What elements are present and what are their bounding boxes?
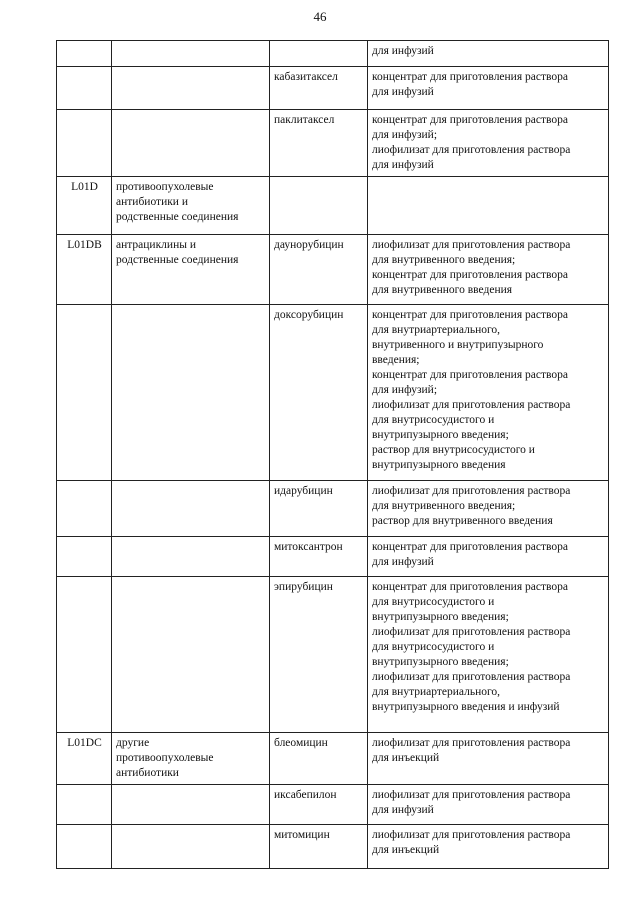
- group-cell: [112, 825, 270, 869]
- drug-name: блеомицин: [274, 737, 328, 749]
- dosage-forms-cell: [368, 481, 609, 537]
- group-text-line: противоопухолевые: [116, 752, 214, 764]
- dosage-forms-cell: [368, 41, 609, 67]
- dosage-form-line: для внутрисосудистого и: [372, 414, 495, 426]
- drug-name-cell: [270, 537, 368, 577]
- drug-name: кабазитаксел: [274, 71, 338, 83]
- dosage-form-line: внутрипузырного введения;: [372, 656, 509, 668]
- dosage-form-line: раствор для внутривенного введения: [372, 515, 553, 527]
- dosage-form-line: для инъекций: [372, 844, 440, 856]
- dosage-form-line: лиофилизат для приготовления раствора: [372, 399, 571, 411]
- drug-name: эпирубицин: [274, 581, 333, 593]
- dosage-form-line: лиофилизат для приготовления раствора: [372, 626, 571, 638]
- atc-code-cell: [57, 577, 112, 733]
- dosage-form-line: концентрат для приготовления раствора: [372, 581, 568, 593]
- table-row: [57, 110, 609, 177]
- dosage-form-line: для инфузий: [372, 86, 434, 98]
- drug-name: доксорубицин: [274, 309, 344, 321]
- group-cell: [112, 305, 270, 481]
- dosage-form-line: концентрат для приготовления раствора: [372, 71, 568, 83]
- dosage-form-line: концентрат для приготовления раствора: [372, 114, 568, 126]
- dosage-form-line: для инфузий: [372, 45, 434, 57]
- dosage-form-line: лиофилизат для приготовления раствора: [372, 144, 571, 156]
- dosage-form-line: внутрипузырного введения;: [372, 429, 509, 441]
- table-row: [57, 577, 609, 733]
- table-row: [57, 537, 609, 577]
- drug-name-cell: [270, 67, 368, 110]
- dosage-forms-cell: [368, 825, 609, 869]
- table-row: [57, 41, 609, 67]
- dosage-form-line: для внутриартериального,: [372, 686, 501, 698]
- group-text-line: родственные соединения: [116, 254, 239, 266]
- table-row: [57, 305, 609, 481]
- dosage-form-line: внутрипузырного введения: [372, 459, 506, 471]
- group-text-line: антрациклины и: [116, 239, 196, 251]
- drug-name-cell: [270, 235, 368, 305]
- dosage-form-line: лиофилизат для приготовления раствора: [372, 737, 571, 749]
- atc-code-cell: [57, 41, 112, 67]
- table-row: [57, 481, 609, 537]
- drug-name: митоксантрон: [274, 541, 343, 553]
- drug-name-cell: [270, 733, 368, 785]
- dosage-form-line: для инфузий: [372, 159, 434, 171]
- drug-name-cell: [270, 305, 368, 481]
- dosage-form-line: лиофилизат для приготовления раствора: [372, 789, 571, 801]
- group-cell: [112, 481, 270, 537]
- dosage-forms-cell: [368, 305, 609, 481]
- table-row: [57, 785, 609, 825]
- group-cell: [112, 733, 270, 785]
- group-cell: [112, 537, 270, 577]
- dosage-form-line: для внутривенного введения;: [372, 254, 516, 266]
- dosage-form-line: введения;: [372, 354, 420, 366]
- table-row: [57, 825, 609, 869]
- dosage-forms-cell: [368, 177, 609, 235]
- group-cell: [112, 67, 270, 110]
- drug-name: даунорубицин: [274, 239, 344, 251]
- dosage-form-line: внутрипузырного введения;: [372, 611, 509, 623]
- dosage-forms-cell: [368, 537, 609, 577]
- drug-name-cell: [270, 481, 368, 537]
- dosage-form-line: для внутрисосудистого и: [372, 641, 495, 653]
- table-row: [57, 235, 609, 305]
- drug-name: идарубицин: [274, 485, 333, 497]
- dosage-form-line: концентрат для приготовления раствора: [372, 369, 568, 381]
- dosage-form-line: для внутриартериального,: [372, 324, 501, 336]
- atc-code-cell: [57, 825, 112, 869]
- dosage-form-line: лиофилизат для приготовления раствора: [372, 485, 571, 497]
- dosage-form-line: концентрат для приготовления раствора: [372, 541, 568, 553]
- group-cell: [112, 785, 270, 825]
- dosage-form-line: для инфузий;: [372, 384, 438, 396]
- atc-code-cell: [57, 537, 112, 577]
- drug-name-cell: [270, 785, 368, 825]
- dosage-forms-cell: [368, 235, 609, 305]
- group-cell: [112, 235, 270, 305]
- group-cell: [112, 41, 270, 67]
- atc-code-cell: [57, 305, 112, 481]
- table-row: [57, 177, 609, 235]
- atc-code-cell: [57, 235, 112, 305]
- group-cell: [112, 177, 270, 235]
- dosage-form-line: раствор для внутрисосудистого и: [372, 444, 535, 456]
- drug-name: иксабепилон: [274, 789, 337, 801]
- drug-name-cell: [270, 41, 368, 67]
- dosage-form-line: для внутривенного введения: [372, 284, 513, 296]
- dosage-form-line: для инфузий: [372, 804, 434, 816]
- dosage-form-line: внутрипузырного введения и инфузий: [372, 701, 560, 713]
- dosage-form-line: концентрат для приготовления раствора: [372, 309, 568, 321]
- dosage-form-line: для инъекций: [372, 752, 440, 764]
- group-cell: [112, 577, 270, 733]
- dosage-form-line: для внутрисосудистого и: [372, 596, 495, 608]
- dosage-form-line: лиофилизат для приготовления раствора: [372, 829, 571, 841]
- atc-code-cell: [57, 67, 112, 110]
- drug-name: митомицин: [274, 829, 330, 841]
- dosage-form-line: внутривенного и внутрипузырного: [372, 339, 544, 351]
- drug-name-cell: [270, 577, 368, 733]
- dosage-forms-cell: [368, 110, 609, 177]
- drug-table: [56, 40, 609, 869]
- group-text-line: противоопухолевые: [116, 181, 214, 193]
- page-number: 46: [313, 9, 327, 24]
- dosage-form-line: для инфузий;: [372, 129, 438, 141]
- dosage-forms-cell: [368, 785, 609, 825]
- dosage-form-line: для внутривенного введения;: [372, 500, 516, 512]
- atc-code: L01DC: [67, 737, 102, 749]
- atc-code: L01D: [71, 181, 98, 193]
- dosage-forms-cell: [368, 577, 609, 733]
- group-text-line: другие: [116, 737, 150, 749]
- group-text-line: антибиотики и: [116, 196, 188, 208]
- dosage-forms-cell: [368, 733, 609, 785]
- dosage-form-line: лиофилизат для приготовления раствора: [372, 671, 571, 683]
- atc-code-cell: [57, 177, 112, 235]
- drug-name-cell: [270, 110, 368, 177]
- table-row: [57, 67, 609, 110]
- atc-code-cell: [57, 785, 112, 825]
- dosage-form-line: для инфузий: [372, 556, 434, 568]
- drug-name: паклитаксел: [274, 114, 335, 126]
- dosage-form-line: лиофилизат для приготовления раствора: [372, 239, 571, 251]
- dosage-form-line: концентрат для приготовления раствора: [372, 269, 568, 281]
- dosage-forms-cell: [368, 67, 609, 110]
- atc-code-cell: [57, 110, 112, 177]
- group-cell: [112, 110, 270, 177]
- drug-name-cell: [270, 177, 368, 235]
- atc-code-cell: [57, 481, 112, 537]
- atc-code: L01DB: [67, 239, 102, 251]
- group-text-line: родственные соединения: [116, 211, 239, 223]
- drug-name-cell: [270, 825, 368, 869]
- group-text-line: антибиотики: [116, 767, 179, 779]
- atc-code-cell: [57, 733, 112, 785]
- table-row: [57, 733, 609, 785]
